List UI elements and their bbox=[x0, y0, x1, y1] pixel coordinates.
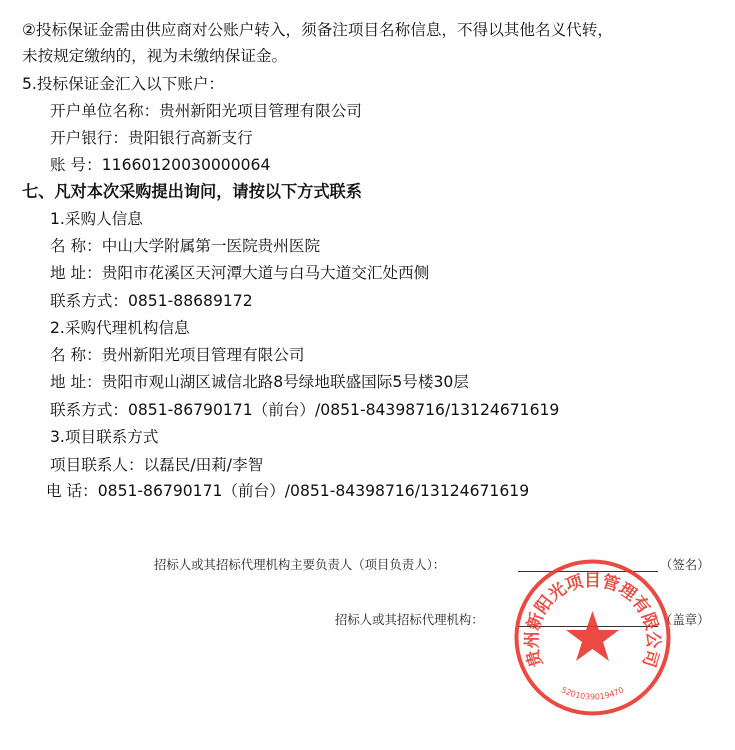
account-holder-name: 开户单位名称：贵州新阳光项目管理有限公司 bbox=[50, 102, 362, 120]
seal-text: 贵州新阳光项目管理有限公司 bbox=[522, 571, 663, 670]
deposit-rule-line-1: ②投标保证金需由供应商对公账户转入，须备注项目名称信息，不得以其他名义代转， bbox=[22, 21, 613, 39]
signature-person-label: 招标人或其招标代理机构主要负责人（项目负责人）： bbox=[154, 557, 446, 572]
account-bank: 开户银行：贵阳银行高新支行 bbox=[50, 129, 253, 147]
seal-suffix: （盖章） bbox=[660, 612, 710, 627]
deposit-rule-line-2: 未按规定缴纳的，视为未缴纳保证金。 bbox=[22, 47, 288, 65]
purchaser-name: 名 称：中山大学附属第一医院贵州医院 bbox=[50, 237, 321, 255]
account-number: 账 号：11660120030000064 bbox=[50, 156, 271, 174]
deposit-account-heading: 5.投标保证金汇入以下账户： bbox=[22, 75, 225, 93]
project-contact-persons: 项目联系人：以磊民/田莉/李智 bbox=[50, 456, 264, 474]
agency-contact: 联系方式：0851-86790171（前台）/0851-84398716/13124671619 bbox=[50, 401, 560, 419]
agency-info-heading: 2.采购代理机构信息 bbox=[50, 319, 190, 337]
company-seal-stamp bbox=[510, 555, 675, 720]
purchaser-info-heading: 1.采购人信息 bbox=[50, 210, 143, 228]
seal-star-icon bbox=[566, 611, 619, 661]
signature-suffix: （签名） bbox=[660, 557, 710, 572]
project-contact-heading: 3.项目联系方式 bbox=[50, 428, 159, 446]
agency-name: 名 称：贵州新阳光项目管理有限公司 bbox=[50, 346, 305, 364]
purchaser-address: 地 址：贵阳市花溪区天河潭大道与白马大道交汇处西侧 bbox=[50, 264, 430, 282]
agency-address: 地 址：贵阳市观山湖区诚信北路8号绿地联盛国际5号楼30层 bbox=[50, 373, 469, 391]
section-seven-heading: 七、凡对本次采购提出询问，请按以下方式联系 bbox=[22, 182, 362, 201]
seal-org-label: 招标人或其招标代理机构： bbox=[335, 612, 484, 627]
seal-code: 5201039019470 bbox=[559, 685, 626, 702]
project-phone: 电 话：0851-86790171（前台）/0851-84398716/13124671619 bbox=[46, 482, 530, 500]
purchaser-contact: 联系方式：0851-88689172 bbox=[50, 292, 253, 310]
